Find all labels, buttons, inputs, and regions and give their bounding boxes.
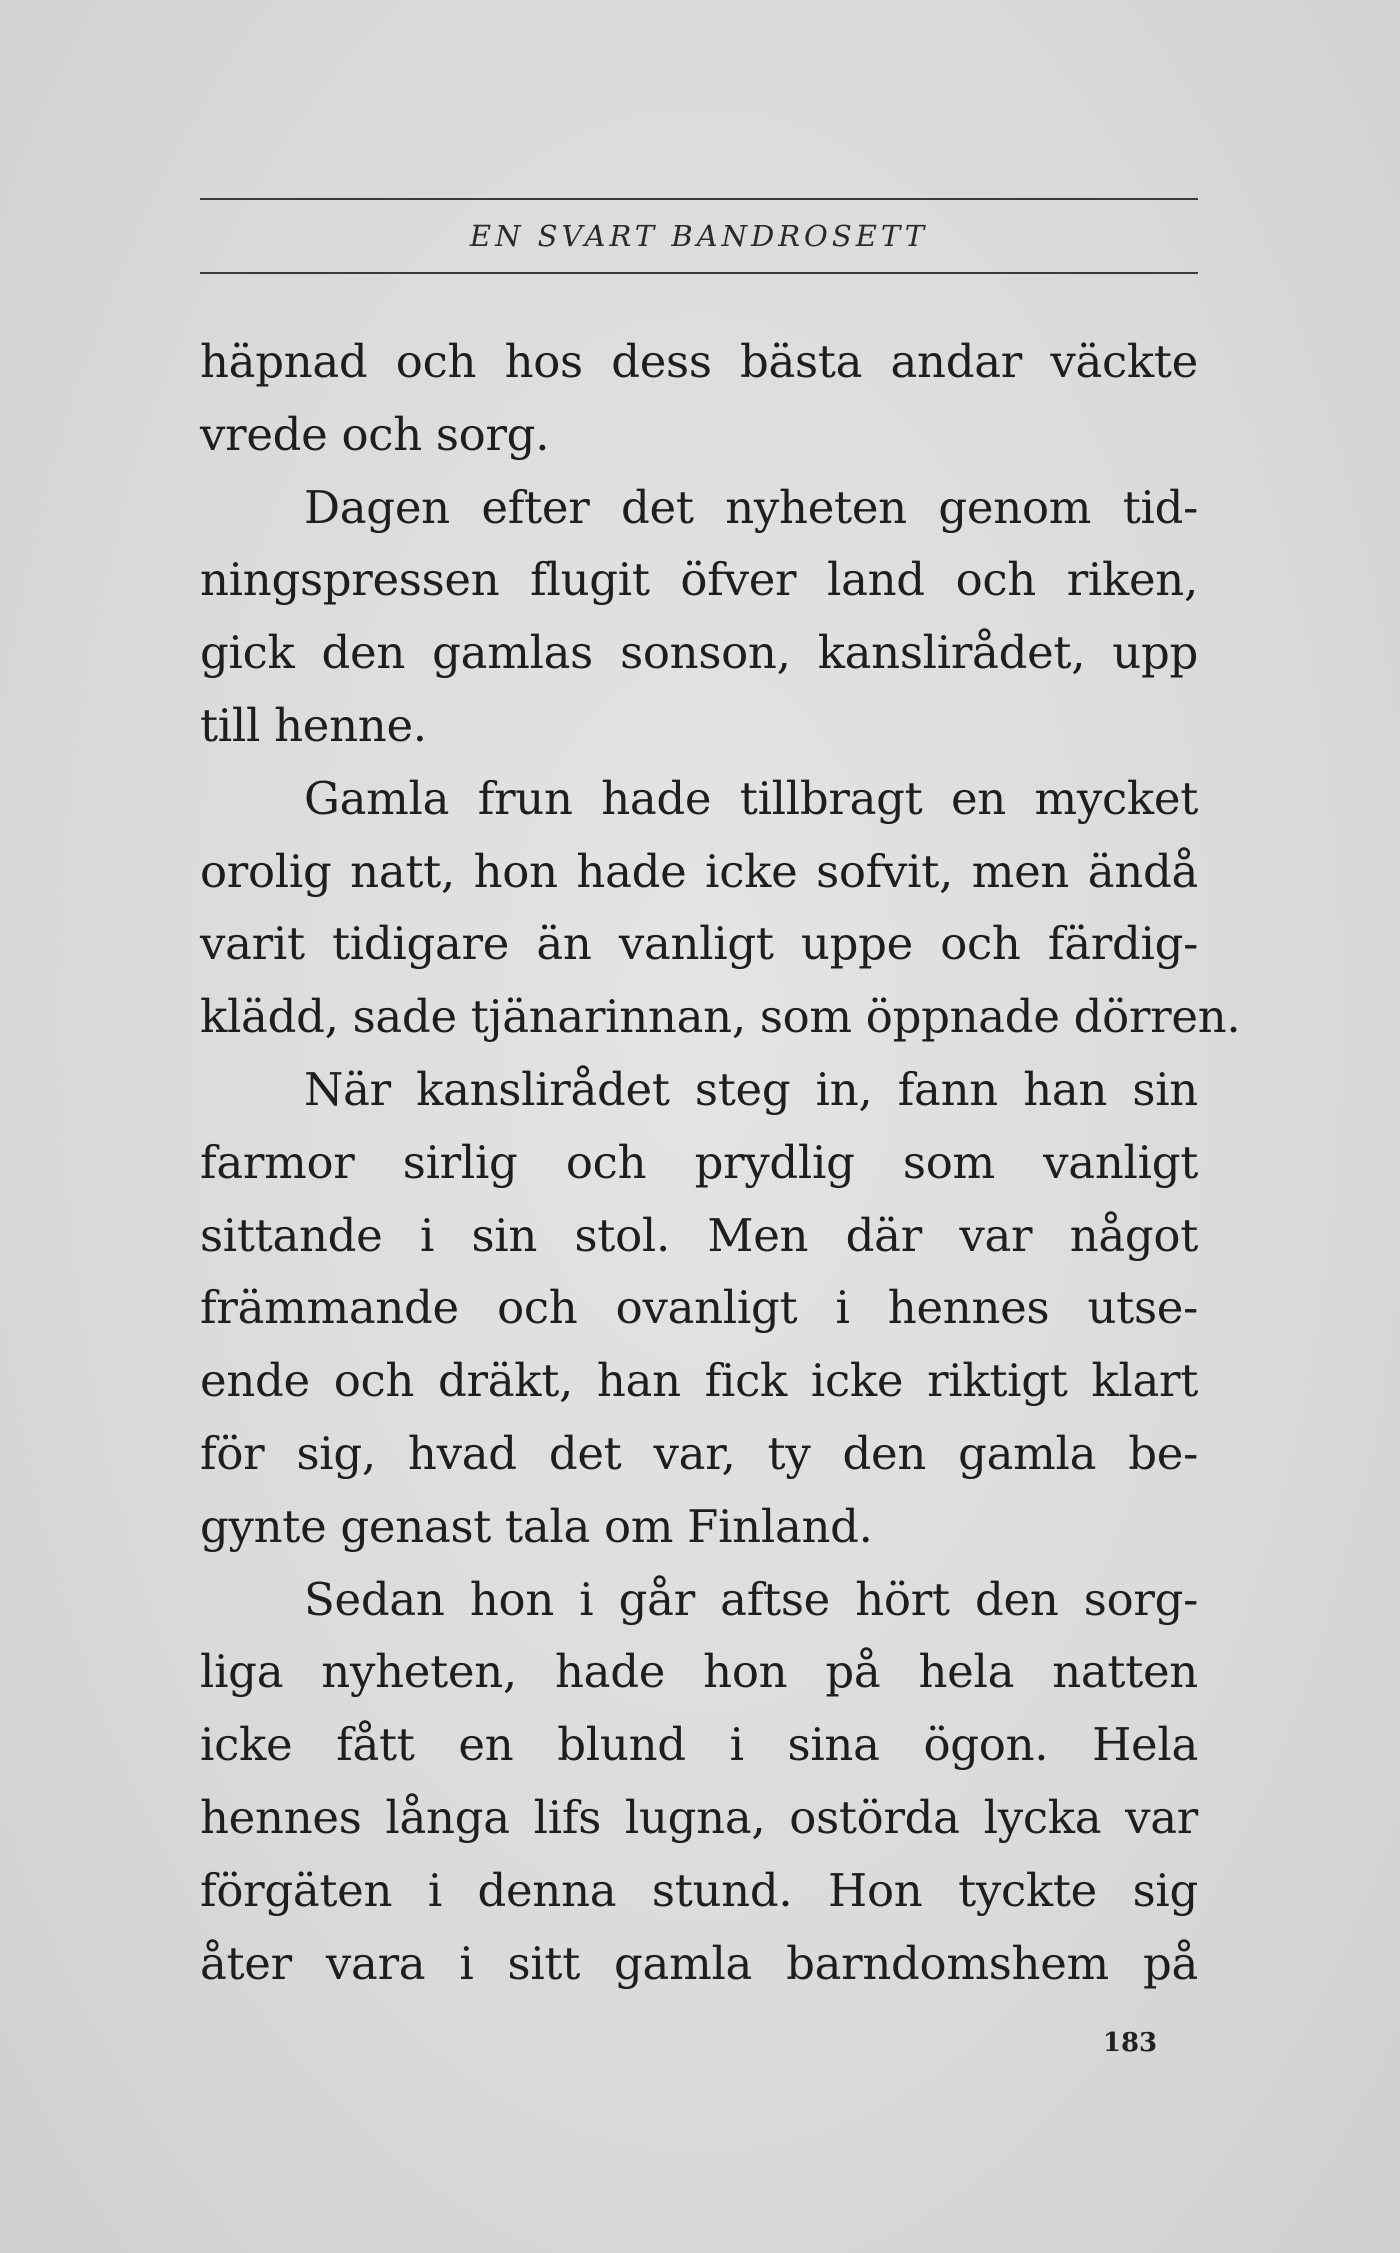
text-line: gick den gamlas sonson, kanslirådet, upp <box>200 626 1198 680</box>
text-line: sittande i sin stol. Men där var något <box>200 1208 1198 1262</box>
body-text <box>200 326 1241 2000</box>
text-line: ende och dräkt, han fick icke riktigt klart <box>200 1354 1198 1408</box>
text-line: häpnad och hos dess bästa andar väckte <box>200 335 1198 388</box>
text-line: orolig natt, hon hade icke sofvit, men ändå <box>200 844 1198 898</box>
text-line: förgäten i denna stund. Hon tyckte sig <box>200 1863 1198 1917</box>
text-line: klädd, sade tjänarinnan, som öppnade dörren. <box>200 990 1241 1044</box>
text-line: hennes långa lifs lugna, ostörda lycka var <box>200 1790 1198 1844</box>
page-number: 183 <box>1102 2028 1158 2058</box>
text-line: Sedan hon i går aftse hört den sorg- <box>304 1572 1198 1626</box>
running-title: EN SVART BANDROSETT <box>469 219 929 253</box>
text-line: vrede och sorg. <box>200 407 550 461</box>
text-line: varit tidigare än vanligt uppe och färdig- <box>200 917 1198 971</box>
text-line: liga nyheten, hade hon på hela natten <box>200 1645 1198 1699</box>
text-line: åter vara i sitt gamla barndomshem på <box>200 1936 1198 1990</box>
text-line: gynte genast tala om Finland. <box>200 1499 873 1553</box>
text-line: icke fått en blund i sina ögon. Hela <box>200 1718 1198 1772</box>
text-line: Dagen efter det nyheten genom tid- <box>304 480 1198 534</box>
text-line: till henne. <box>200 698 427 752</box>
header-rule-bottom <box>200 272 1198 274</box>
text-line: farmor sirlig och prydlig som vanligt <box>200 1135 1198 1189</box>
text-line: ningspressen flugit öfver land och riken, <box>200 553 1198 607</box>
text-line: främmande och ovanligt i hennes utse- <box>200 1281 1198 1335</box>
text-line: Gamla frun hade tillbragt en mycket <box>304 771 1198 825</box>
text-line: för sig, hvad det var, ty den gamla be- <box>200 1426 1198 1480</box>
header-rule-top <box>200 198 1198 200</box>
text-line: När kanslirådet steg in, fann han sin <box>304 1062 1198 1116</box>
running-head <box>200 198 1198 278</box>
